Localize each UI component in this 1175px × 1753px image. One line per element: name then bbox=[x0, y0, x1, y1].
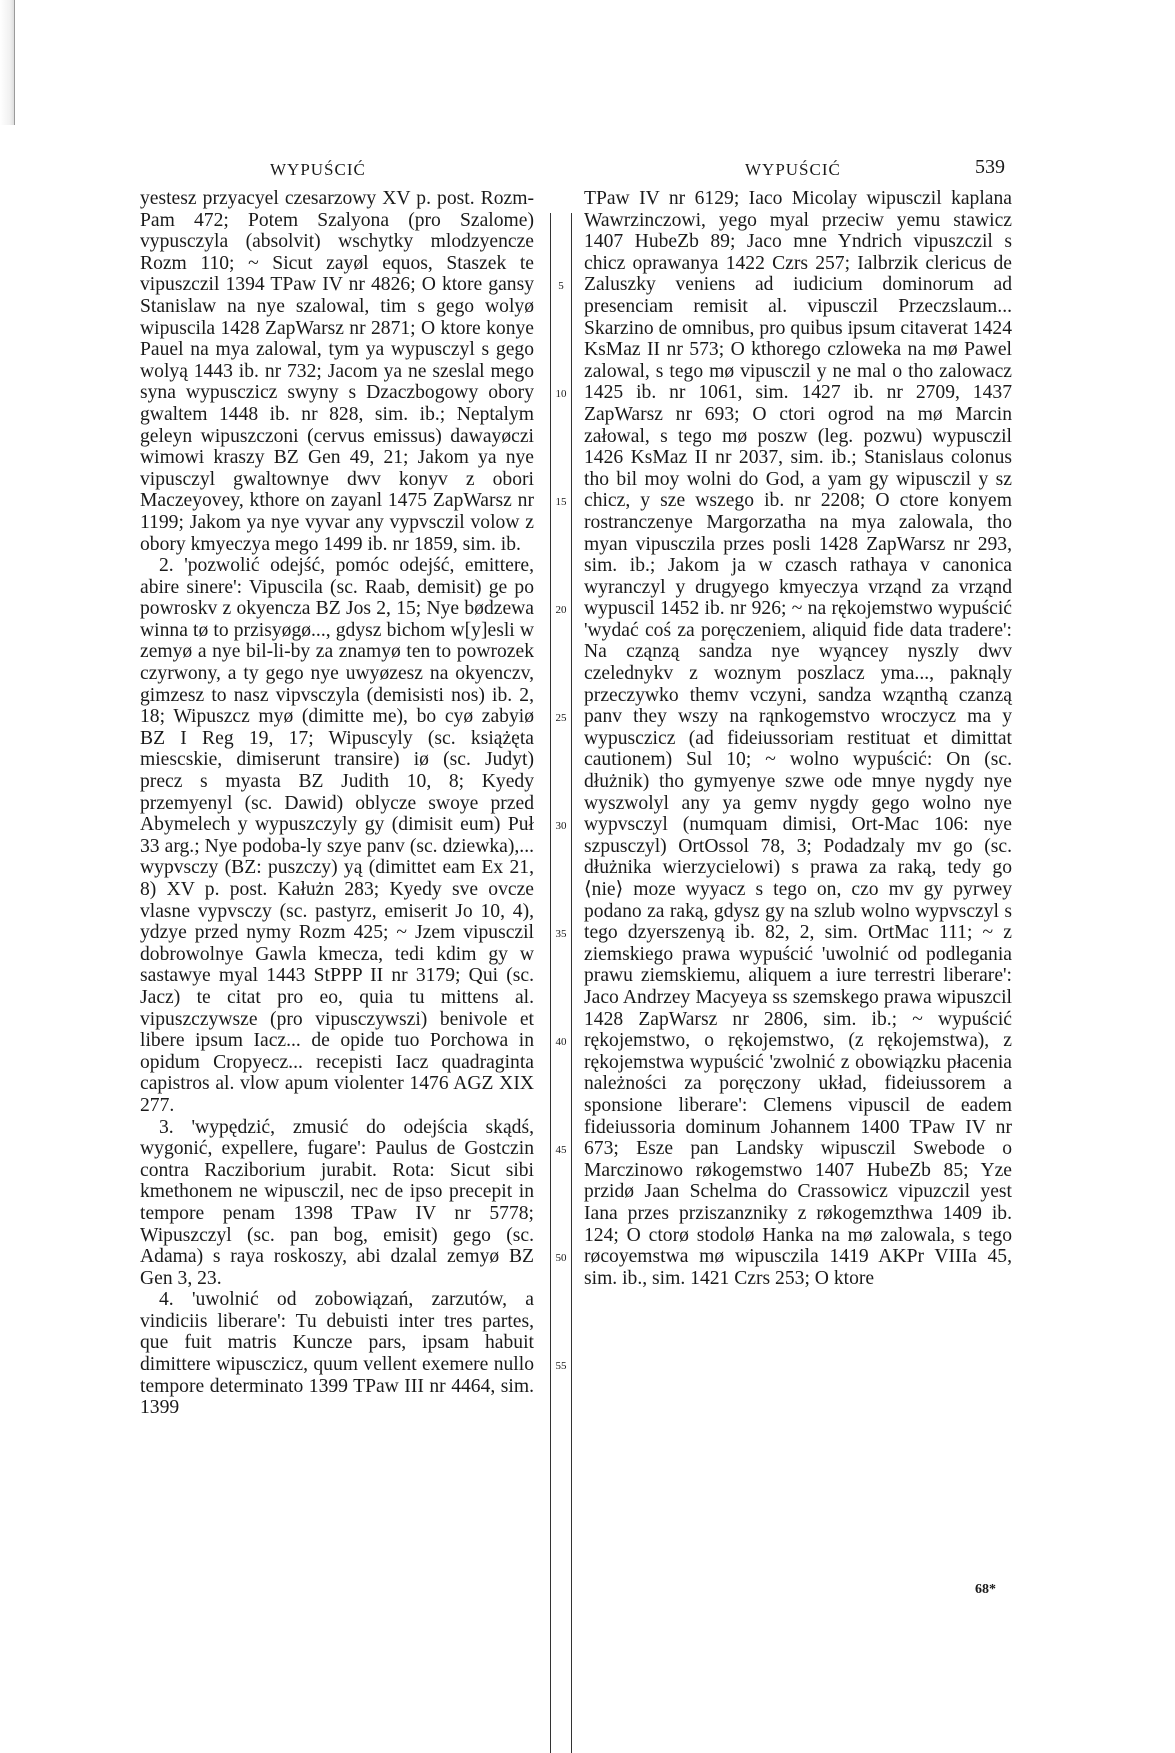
line-number: 40 bbox=[555, 1036, 567, 1048]
entry-sense-2: 2. 'pozwolić odejść, pomóc odejść, emittere, abire sinere': Vipuscila (sc. Raab, demisit) ge po powroskv z okyencza BZ Jos 2, 15; Nye bødzewa winna tø to przisyøgø..., gdysz bichom w[y]esli w zemyø a nye bil-li-by za znamyø ten to powrozek czyrwony, a ty gego nye uwyøzesz na okyenczv, gimzesz to nasz vipvsczyla (demisisti nos) ib. 2, 18; Wipuszcz myø (dimitte me), bo cyø zabyiø BZ I Reg 19, 17; Wipuscyly (sc. książęta miescskie, dimiserunt transire) iø (sc. Judyt) precz s myasta BZ Judith 10, 8; Kyedy przemyenyl (sc. Dawid) oblycze swoye przed Abymelech y wypuszczyly gy (dimisit eum) Puł 33 arg.; Nye podoba-ly szye panv (sc. dziewka),... wypvsczy (BZ: puszczy) yą (dimittet eam Ex 21, 8) XV p. post. Kałużn 283; Kyedy sve ovcze vlasne vypvsczy (sc. pastyrz, emiserit Jo 10, 4), ydzye przed nymy Rozm 425; ~ Jzem vipusczil dobrowolnye Gawla kmecza, tedi kdim gy w sastawye myal 1443 StPPP II nr 3179; Qui (sc. Jacz) te citat pro eo, quia tu mittens al. vipuszczywsze (pro vipusczywszi) benivole et libere ipsum Iacz... de opide tuo Porchowa in opidum Cropyecz... recepisti Iacz quadraginta capistros al. vlow apum violenter 1476 AGZ XIX 277. bbox=[140, 555, 534, 1116]
right-running-head: WYPUŚCIĆ bbox=[745, 160, 841, 179]
entry-sense-4: 4. 'uwolnić od zobowiązań, zarzutów, a vindiciis liberare': Tu debuisti inter tres partes, que fuit matris Kuncze pars, ipsam habuit dimittere wipusczicz, quum vellent exemere nullo tempore determinato 1399 TPaw III nr 4464, sim. 1399 bbox=[140, 1289, 534, 1419]
line-number: 15 bbox=[555, 496, 567, 508]
scan-edge-mark bbox=[0, 0, 15, 125]
entry-continuation: TPaw IV nr 6129; Iaco Micolay wipusczil kaplana Wawrzinczowi, yego myal przeciw yemu stawicz 1407 HubeZb 89; Jaco mne Yndrich vipuszczil s chicz oprawanya 1422 Czrs 257; Ialbrzik clericus de Zaluszky veniens ad iudicium dominorum ad presenciam remisit al. vipusczil Przeczslaum... Skarzino de omnibus, pro quibus ipsum citaverat 1424 KsMaz II nr 573; O kthorego czloweka na mø Pawel zalowal, s tego mø vipusczil y ne mal o tho zalowacz 1425 ib. nr 1061, sim. 1427 ib. nr 2709, 1437 ZapWarsz nr 693; O ctori ogrod na mø Marcin załowal, s tego mø poszw (leg. pozwu) wypusczil 1426 KsMaz II nr 2037, sim. ib.; Stanislaus colonus tho bil moy wolni do God, a yam gy wipusczil y sz chicz, y sze wszego ib. nr 2208; O ctore konyem rostranczenye Margorzatha na mya zalowala, tho myan vipusczila przes posli 1428 ZapWarsz nr 293, sim. ib.; Jakom ja w czasch rathaya v canonica wyranczyl y drugyego kmyeczya vrząnd za vrząnd wypuscil 1452 ib. nr 926; ~ na rękojemstwo wypuścić 'wydać coś za poręczeniem, aliquid fide data tradere': Na cząnzą sandza nye wyąncey nyszly dwv czelednykv z woznym poszlacz yma..., paknąly przeczywko themv vczyni, sandza wząnthą czanzą panv they wszy na rąnkogemstvo wroczycz ma y wypusczicz (ad fideiussoriam restituat et dimittat cautionem) Sul 10; ~ wolno wypuścić: On (sc. dłużnik) tho gymyenye szwe ode mnye nygdy nye wyszwolyl any ya gemv nygdy gego wolno nye wypvsczyl (numquam dimisi, Ort-Mac 106: nye szpusczyl) OrtOssol 78, 3; Podadzaly mv go (sc. dłużnika wierzycielowi) s prawa za raką, tedy go ⟨nie⟩ moze wyyacz s tego on, czo mv gy pyrwey podano za raką, gdysz gy na szlub wolno wypvsczyl s tego dzyerszenyą ib. 82, 2, sim. OrtMac 111; ~ z ziemskiego prawa wypuścić 'uwolnić od podlegania prawu ziemskiemu, aliquem a iure terrestri liberare': Jaco Andrzey Macyeya ss szemskego prawa wipuszcil 1428 ZapWarsz nr 2806, sim. ib.; ~ wypuścić rękojemstwo, o rękojemstwo, (z rękojemstwa), z rękojemstwa wypuścić 'zwolnić z obowiązku płacenia należności za poręczony układ, fideiussorem a sponsione liberare': Clemens vipuscil de eadem fideiussoria dominum Johannem 1400 TPaw IV nr 673; Esze pan Landsky wipusczil Swebode o Marczinowo røkogemstwo 1407 HubeZb 85; Yze przidø Jaan Schelma do Crassowicz vipuzczil yest Iana przes prziszanzniky z røkogemzthwa 1409 ib. 124; O ctorø stodolø Hanka na mø zalowala, s tego røcoyemstwa mø wipusczila 1419 AKPr VIIIa 45, sim. ib., sim. 1421 Czrs 253; O ktore bbox=[584, 188, 1012, 1289]
line-number: 30 bbox=[555, 820, 567, 832]
column-rule-left bbox=[550, 213, 551, 1753]
line-number: 35 bbox=[555, 928, 567, 940]
entry-sense-3: 3. 'wypędzić, zmusić do odejścia skądś, wygonić, expellere, fugare': Paulus de Gostczin contra Racziborium jurabit. Rota: Sicut sibi kmethonem ne wipusczil, nec de ipso precepit in tempore penam 1398 TPaw IV nr 5778; Wipuszczyl (sc. pan bog, emisit) gego (sc. Adama) s raya roskoszy, abi dzalal zemyø BZ Gen 3, 23. bbox=[140, 1116, 534, 1289]
line-number: 50 bbox=[555, 1252, 567, 1264]
right-column bbox=[584, 188, 1012, 1289]
page-number: 539 bbox=[975, 156, 1005, 178]
line-number: 55 bbox=[555, 1360, 567, 1372]
line-number: 45 bbox=[555, 1144, 567, 1156]
column-rule-right bbox=[571, 213, 572, 1753]
entry-paragraph-1: yestesz przyacyel czesarzowy XV p. post. Rozm-Pam 472; Potem Szalyona (pro Szalome) vypusczyla (absolvit) wschytky mlodzyencze Rozm 110; ~ Sicut zayøl equos, Staszek te vipuszczil 1394 TPaw IV nr 4826; O ktore gansy Stanislaw na nye szalowal, tim s gego wolyø wipuscila 1428 ZapWarsz nr 2871; O ktore konye Pauel na mya zalowal, tym ya wypusczyl s gego wolyą 1443 ib. nr 732; Jacom ya ne szeslal mego syna wypusczicz swyny s Dzaczbogowy obory gwaltem 1448 ib. nr 828, sim. ib.; Neptalym geleyn wipuszczoni (cervus emissus) dawayøczi wimowi kraszy BZ Gen 49, 21; Jakom ya nye vipusczyl gwaltownye dwv konyv z obori Maczeyovey, kthore on zayanl 1475 ZapWarsz nr 1199; Jakom ya nye vyvar any vypvsczil volow z obory kmyeczya mego 1499 ib. nr 1859, sim. ib. bbox=[140, 188, 534, 555]
line-number: 20 bbox=[555, 604, 567, 616]
left-column bbox=[140, 188, 534, 1419]
line-number: 5 bbox=[558, 280, 564, 292]
left-running-head: WYPUŚCIĆ bbox=[270, 160, 366, 179]
line-number: 25 bbox=[555, 712, 567, 724]
line-number: 10 bbox=[555, 388, 567, 400]
signature-mark: 68* bbox=[975, 1582, 996, 1597]
